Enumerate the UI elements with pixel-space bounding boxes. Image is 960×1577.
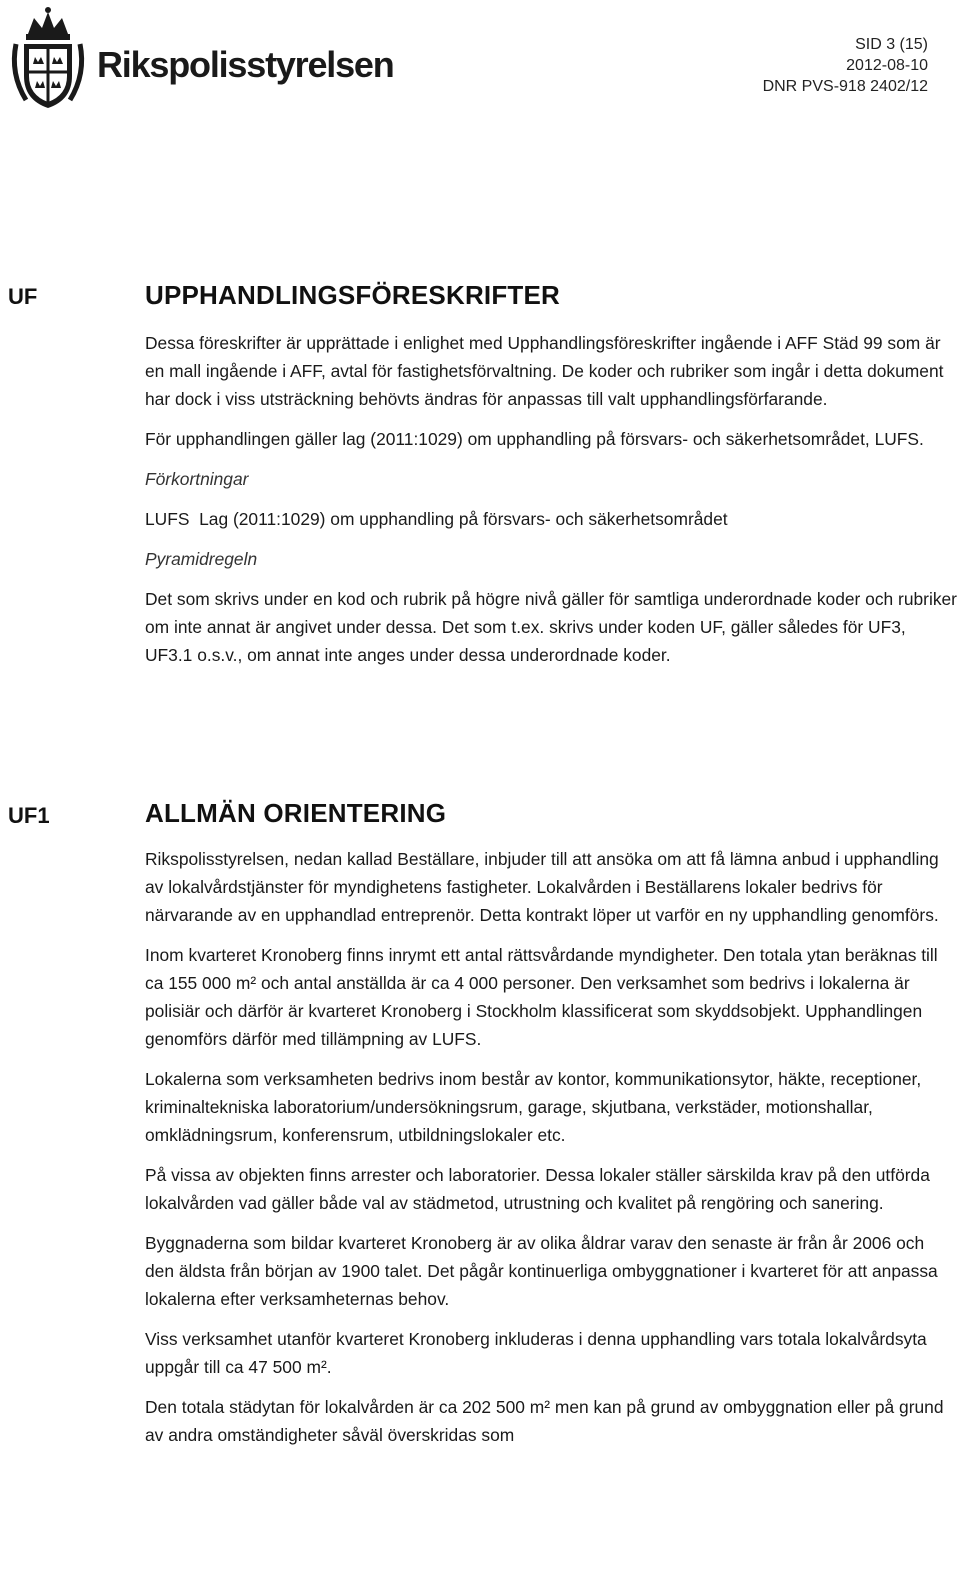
- body-paragraph: Den totala städytan för lokalvården är ca 202 500 m² men kan på grund av ombyggnation eller på grund av andra omständigheter såväl överskridas som: [145, 1397, 944, 1445]
- section-uf1: [145, 798, 957, 1461]
- document-meta: [763, 34, 928, 97]
- abbreviations-heading: Förkortningar: [145, 469, 249, 489]
- law-paragraph: För upphandlingen gäller lag (2011:1029) om upphandling på försvars- och säkerhetsområdet, LUFS.: [145, 429, 924, 449]
- body-paragraph: Rikspolisstyrelsen, nedan kallad Beställare, inbjuder till att ansöka om att få lämna anbud i upphandling av lokalvårdstjänster för myndighetens fastigheter. Lokalvården i Beställarens lokaler bedrivs för närvarande av en upphandlad entreprenör. Detta kontrakt löper ut varför en ny upphandling genomförs.: [145, 849, 939, 925]
- document-reference: DNR PVS-918 2402/12: [762, 78, 928, 95]
- section-heading: ALLMÄN ORIENTERING: [145, 798, 447, 828]
- body-paragraph: Lokalerna som verksamheten bedrivs inom består av kontor, kommunikationsytor, häkte, receptioner, kriminaltekniska laboratorium/undersökningsrum, garage, skjutbana, verkstäder, motionshallar, omklädningsrum, konferensrum, utbildningslokaler etc.: [145, 1069, 922, 1145]
- intro-paragraph: Dessa föreskrifter är upprättade i enlighet med Upphandlingsföreskrifter ingående i AFF Städ 99 som är en mall ingående i AFF, avtal för fastighetsförvaltning. De koder och rubriker som ingår i detta dokument har dock i viss utsträckning behövts ändras för anpassas till valt upphandlingsförfarande.: [145, 333, 944, 409]
- police-coat-of-arms-logo: [6, 4, 90, 114]
- body-paragraph: Viss verksamhet utanför kvarteret Kronoberg inkluderas i denna upphandling vars totala lokalvårdsyta uppgår till ca 47 500 m².: [145, 1329, 927, 1377]
- section-code-uf: UF: [8, 284, 38, 309]
- pyramid-rule-paragraph: Det som skrivs under en kod och rubrik på högre nivå gäller för samtliga underordnade koder och rubriker om inte annat är angivet under dessa. Det som t.ex. skrivs under koden UF, gäller således för UF3, UF3.1 o.s.v., om annat inte anges under dessa underordnade koder.: [145, 589, 957, 665]
- pyramid-rule-heading: Pyramidregeln: [145, 549, 258, 569]
- section-uf: [145, 280, 957, 681]
- abbreviation-lufs: LUFS Lag (2011:1029) om upphandling på försvars- och säkerhetsområdet: [145, 509, 728, 529]
- body-paragraph: Byggnaderna som bildar kvarteret Kronoberg är av olika åldrar varav den senaste är från år 2006 och den äldsta från början av 1900 talet. Det pågår kontinuerliga ombyggnationer i kvarteret för att anpassa lokalerna efter verksamheternas behov.: [145, 1233, 938, 1309]
- page-number: SID 3 (15): [855, 36, 928, 53]
- body-paragraph: På vissa av objekten finns arrester och laboratorier. Dessa lokaler ställer särskilda krav på den utförda lokalvården vad gäller både val av städmetod, utrustning och kvalitet på rengöring och sanering.: [145, 1165, 930, 1213]
- organization-name: Rikspolisstyrelsen: [97, 44, 394, 85]
- body-paragraph: Inom kvarteret Kronoberg finns inrymt ett antal rättsvårdande myndigheter. Den totala ytan beräknas till ca 155 000 m² och antal anställda är ca 4 000 personer. Den verksamhet som bedrivs i lokalerna är polisiär och därför är kvarteret Kronoberg i Stockholm klassificerat som skyddsobjekt. Upphandlingen genomförs därför med tillämpning av LUFS.: [145, 945, 938, 1049]
- document-date: 2012-08-10: [846, 57, 928, 74]
- section-code-uf1: UF1: [8, 803, 50, 828]
- section-heading: UPPHANDLINGSFÖRESKRIFTER: [145, 280, 561, 310]
